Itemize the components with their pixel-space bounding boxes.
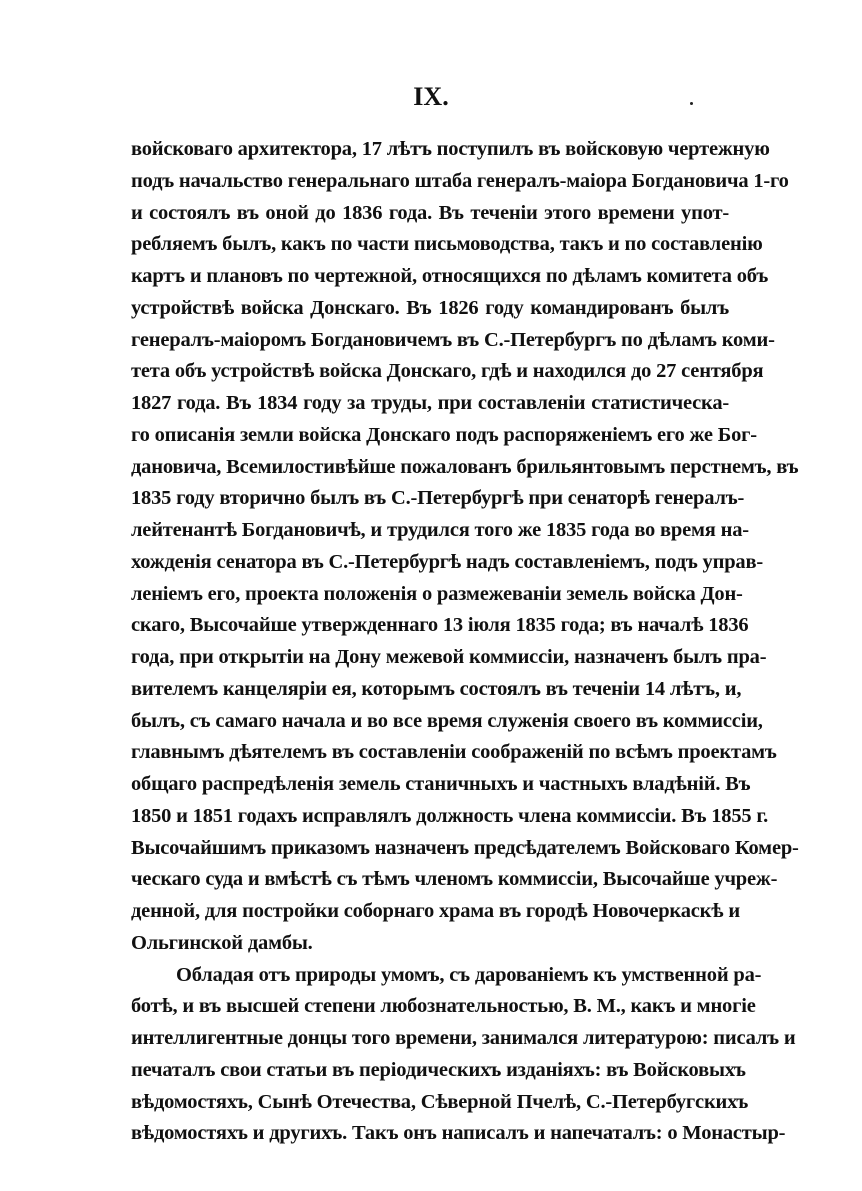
page-number: IX.: [413, 82, 449, 111]
text-line: ботѣ, и въ высшей степени любознательностью, В. М., какъ и многіе: [131, 995, 756, 1018]
text-line: ческаго суда и вмѣстѣ съ тѣмъ членомъ коммиссіи, Высочайше учреж-: [131, 868, 778, 891]
body-text: [131, 134, 799, 1150]
text-line: ребляемъ былъ, какъ по части письмоводства, такъ и по составленію: [131, 233, 763, 256]
text-line: лейтенантѣ Богдановичѣ, и трудился того же 1835 года во время на-: [131, 519, 749, 541]
text-line: картъ и плановъ по чертежной, относящихся по дѣламъ комитета объ: [131, 265, 769, 287]
text-line: тета объ устройствѣ войска Донскаго, гдѣ и находился до 27 сентября: [131, 360, 764, 383]
text-line: 1850 и 1851 годахъ исправлялъ должность члена коммиссіи. Въ 1855 г.: [131, 804, 769, 827]
text-line: Обладая отъ природы умомъ, съ дарованіемъ къ умственной ра-: [176, 963, 762, 986]
text-line: Ольгинской дамбы.: [131, 931, 313, 954]
text-line: войсковаго архитектора, 17 лѣтъ поступилъ въ войсковую чертежную: [131, 138, 770, 160]
text-line: дановича, Всемилостивѣйше пожалованъ брильянтовымъ перстнемъ, въ: [131, 455, 799, 478]
text-line: интеллигентные донцы того времени, занимался литературою: писалъ и: [131, 1027, 796, 1049]
text-line: скаго, Высочайше утвержденнаго 13 іюля 1835 года; въ началѣ 1836: [131, 614, 749, 637]
text-line: общаго распредѣленія земель станичныхъ и частныхъ владѣній. Въ: [131, 773, 751, 795]
text-line: главнымъ дѣятелемъ въ составленіи соображеній по всѣмъ проектамъ: [131, 741, 777, 764]
text-line: генералъ-маіоромъ Богдановичемъ въ С.-Петербургъ по дѣламъ коми-: [131, 328, 775, 351]
text-line: подъ начальство генеральнаго штаба генералъ-маіора Богдановича 1-го: [131, 169, 789, 192]
text-line: печаталъ свои статьи въ періодическихъ изданіяхъ: въ Войсковыхъ: [131, 1058, 746, 1081]
print-speck: [690, 102, 693, 105]
text-line: вителемъ канцеляріи ея, которымъ состоялъ въ теченіи 14 лѣтъ, и,: [131, 677, 742, 700]
text-line: и состоялъ въ оной до 1836 года. Въ теченіи этого времени упот-: [131, 201, 729, 224]
text-line: года, при открытіи на Дону межевой коммиссіи, назначенъ былъ пра-: [131, 646, 767, 668]
text-line: былъ, съ самаго начала и во все время служенія своего въ коммиссіи,: [131, 709, 763, 732]
text-line: 1827 года. Въ 1834 году за труды, при составленіи статистическа-: [131, 392, 729, 414]
text-line: вѣдомостяхъ, Сынѣ Отечества, Сѣверной Пчелѣ, С.-Петербугскихъ: [131, 1090, 749, 1113]
text-line: денной, для постройки соборнаго храма въ городѣ Новочеркаскѣ и: [131, 900, 740, 922]
text-line: го описанія земли войска Донскаго подъ распоряженіемъ его же Бог-: [131, 423, 757, 446]
text-line: леніемъ его, проекта положенія о размежеваніи земель войска Дон-: [131, 582, 743, 605]
text-line: вѣдомостяхъ и другихъ. Такъ онъ написалъ и напечаталъ: о Монастыр-: [131, 1122, 786, 1145]
text-line: хожденія сенатора въ С.-Петербургѣ надъ составленіемъ, подъ управ-: [131, 550, 763, 573]
text-line: Высочайшимъ приказомъ назначенъ предсѣдателемъ Войсковаго Комер-: [131, 836, 799, 859]
text-line: устройствѣ войска Донскаго. Въ 1826 году командированъ былъ: [131, 296, 729, 319]
text-line: 1835 году вторично былъ въ С.-Петербургѣ при сенаторѣ генералъ-: [131, 487, 745, 510]
